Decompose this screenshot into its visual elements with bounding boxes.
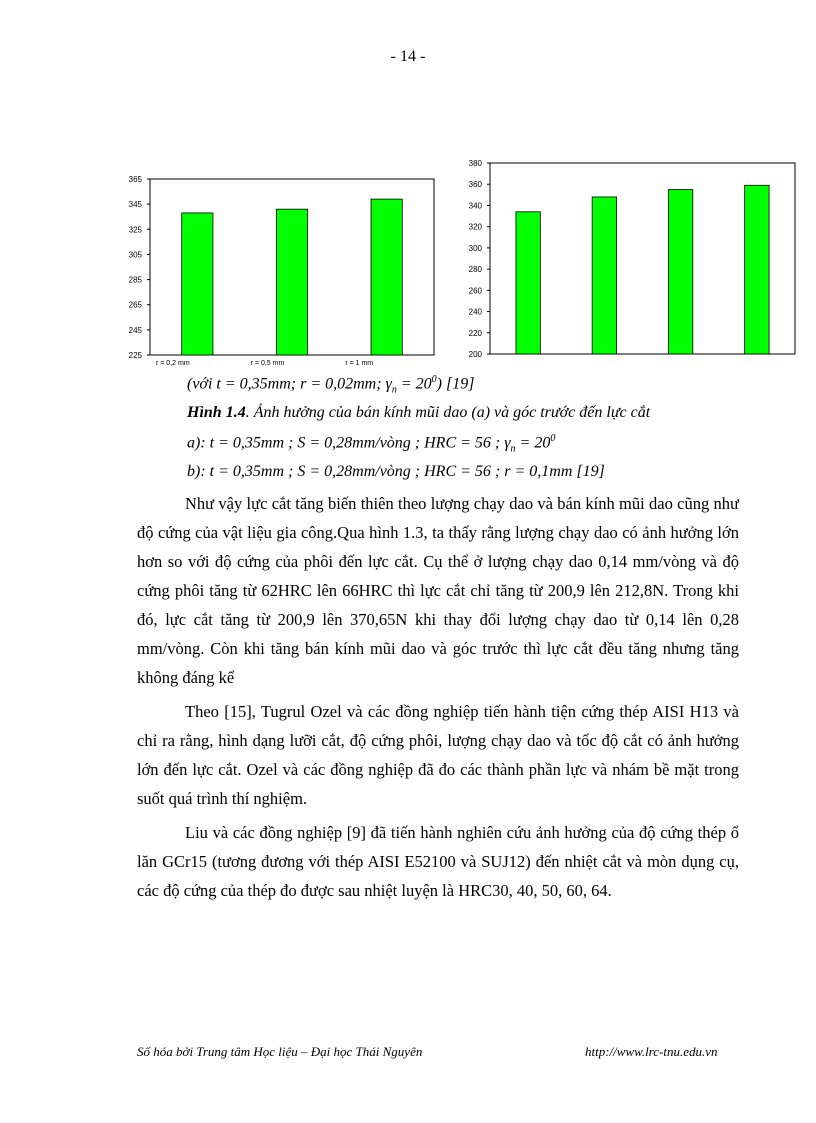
y-tick-label: 265 — [128, 300, 142, 310]
y-tick-label: 360 — [468, 180, 482, 190]
y-tick-label: 225 — [128, 351, 142, 360]
y-tick-label: 320 — [468, 222, 482, 232]
footer-url: http://www.lrc-tnu.edu.vn — [585, 1044, 718, 1059]
bar — [745, 185, 769, 354]
figure-title: . Ảnh hưởng của bán kính mũi dao (a) và góc trước đến lực cắt — [245, 404, 651, 421]
footer-source: Số hóa bởi Trung tâm Học liệu – Đại học Thái Nguyên — [137, 1044, 423, 1059]
figure-caption — [187, 404, 650, 422]
bar — [592, 197, 616, 354]
bar — [276, 209, 307, 355]
x-tick-label: r = 0,5 mm — [250, 360, 285, 367]
conditions-sup: 0 — [431, 374, 437, 385]
y-tick-label: 240 — [468, 307, 482, 317]
y-tick-label: 380 — [468, 159, 482, 168]
x-tick-label: r = 0,2 mm — [156, 360, 190, 367]
y-tick-label: 325 — [128, 225, 142, 235]
y-tick-label: 280 — [468, 265, 482, 275]
y-tick-label: 305 — [128, 250, 142, 260]
chart-b — [450, 156, 800, 366]
bar — [371, 199, 402, 355]
body-text — [137, 489, 739, 905]
y-tick-label: 340 — [468, 201, 482, 211]
y-tick-label: 300 — [468, 243, 482, 253]
line-a-sub: n — [510, 443, 516, 455]
line-a-text: a): t = 0,35mm ; S = 0,28mm/vòng ; HRC = 56 ; γ — [187, 434, 511, 452]
line-a-mid: = 20 — [515, 434, 551, 452]
conditions-sub: n — [391, 384, 397, 396]
bar — [182, 213, 213, 355]
page-number: - 14 - — [390, 48, 426, 65]
caption-line-b — [187, 463, 605, 481]
conditions-line — [187, 374, 474, 396]
line-b-text: b): t = 0,35mm ; S = 0,28mm/vòng ; HRC = 56 ; r = 0,1mm [19] — [187, 463, 605, 480]
paragraph-2: Theo [15], Tugrul Ozel và các đồng nghiệp tiến hành tiện cứng thép AISI H13 và chỉ ra rằng, hình dạng lưỡi cắt, độ cứng phôi, lượng chạy dao và tốc độ cắt có ảnh hưởng lớn đến lực cắt. Ozel và các đồng nghiệp đã đo các thành phần lực và nhám bề mặt trong suốt quá trình thí nghiệm. — [137, 702, 739, 808]
figure-label: Hình 1.4 — [187, 404, 246, 421]
caption-line-a — [187, 433, 555, 455]
bar — [668, 190, 692, 354]
conditions-mid: = 20 — [396, 375, 432, 393]
y-tick-label: 220 — [468, 328, 482, 338]
y-tick-label: 260 — [468, 286, 482, 296]
conditions-text: (với t = 0,35mm; r = 0,02mm; γ — [187, 375, 392, 393]
paragraph-1: Như vậy lực cắt tăng biến thiên theo lượng chạy dao và bán kính mũi dao cũng như độ cứng của vật liệu gia công.Qua hình 1.3, ta thấy rằng lượng chạy dao có ảnh hưởng lớn hơn so với độ cứng của phôi đến lực cắt. Cụ thể ở lượng chạy dao 0,14 mm/vòng và độ cứng phôi tăng từ 62HRC lên 66HRC thì lực cắt chỉ tăng từ 200,9 lên 212,8N. Trong khi đó, lực cắt tăng từ 200,9 lên 370,65N khi thay đổi lượng chạy dao từ 0,14 lên 0,28 mm/vòng. Còn khi tăng bán kính mũi dao và góc trước thì lực cắt đều tăng nhưng tăng không đáng kể — [137, 494, 739, 687]
x-tick-label: r = 1 mm — [345, 360, 374, 367]
bar — [516, 212, 540, 354]
y-tick-label: 345 — [128, 200, 142, 210]
paragraph-3: Liu và các đồng nghiệp [9] đã tiến hành nghiên cứu ảnh hưởng của độ cứng thép ổ lăn GCr15 (tương đương với thép AISI E52100 và SUJ12) đến nhiệt cắt và mòn dụng cụ, các độ cứng của thép đo được sau nhiệt luyện là HRC30, 40, 50, 60, 64. — [137, 823, 739, 900]
conditions-end: ) [19] — [436, 375, 475, 393]
y-tick-label: 285 — [128, 275, 142, 285]
line-a-sup: 0 — [550, 433, 556, 444]
y-tick-label: 365 — [128, 175, 142, 184]
chart-a — [110, 168, 440, 368]
y-tick-label: 200 — [468, 350, 482, 359]
y-tick-label: 245 — [128, 325, 142, 335]
